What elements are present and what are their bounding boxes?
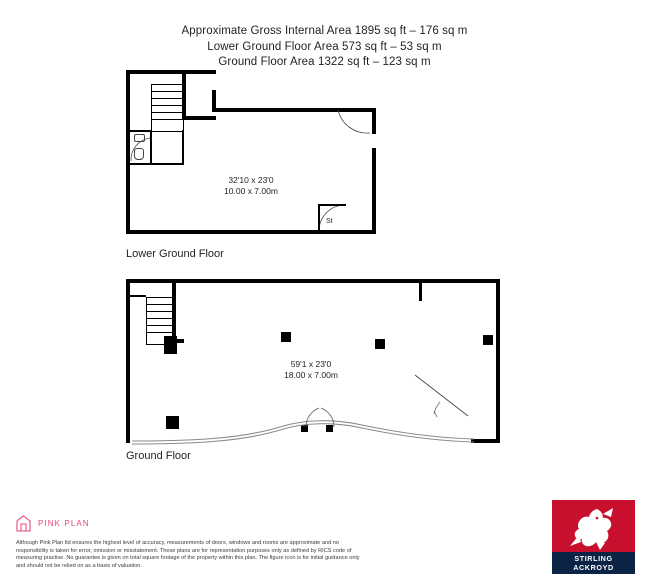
gf-wall-right bbox=[496, 279, 500, 443]
lgf-stair-tread-2 bbox=[151, 98, 182, 99]
gf-stair-tread-1 bbox=[146, 304, 173, 305]
pink-plan-label: PINK PLAN bbox=[38, 519, 90, 528]
lgf-store-label: St bbox=[326, 218, 333, 225]
ground-floor-caption: Ground Floor bbox=[126, 450, 191, 462]
gf-pillar-3 bbox=[375, 339, 385, 349]
agency-name-line2: ACKROYD bbox=[573, 563, 614, 572]
gf-wall-bottom-right bbox=[471, 439, 500, 443]
agency-name-line1: STIRLING bbox=[574, 554, 613, 563]
lgf-stair-tread-4 bbox=[151, 112, 182, 113]
disclaimer-text: Although Pink Plan ltd ensures the highest level of accuracy, measurements of doors, windows and rooms are approximate and no responsibility is taken for error, omission or misstatement. These plans are for representation purposes only as defined by RICS code of measuring practise. No guarantee is given on total square footage of the property within this plan. The figure icon is for initial guidance only and should not be relied on as a basis of valuation. bbox=[16, 540, 360, 569]
lgf-door-arc-right bbox=[338, 108, 372, 134]
gf-entrance-door-arc bbox=[304, 407, 336, 429]
lower-ground-area-line: Lower Ground Floor Area 573 sq ft – 53 sq m bbox=[207, 40, 442, 53]
lower-ground-floor-plan bbox=[126, 70, 376, 234]
gf-stair-tread-2 bbox=[146, 311, 173, 312]
lgf-wall-right bbox=[372, 148, 376, 234]
gf-dim-imperial: 59'1 x 23'0 bbox=[290, 359, 332, 369]
gf-pillar-2 bbox=[281, 332, 291, 342]
lgf-stair-tread-1 bbox=[151, 91, 182, 92]
gf-pillar-4 bbox=[483, 335, 493, 345]
gross-internal-area-line: Approximate Gross Internal Area 1895 sq ft – 176 sq m bbox=[181, 25, 468, 37]
lgf-wall-stair-divider bbox=[182, 116, 216, 120]
lgf-stair-tread-3 bbox=[151, 105, 182, 106]
ground-floor-plan bbox=[126, 279, 500, 443]
lgf-store-partition bbox=[318, 204, 320, 231]
agency-name bbox=[552, 552, 635, 574]
house-icon bbox=[16, 515, 31, 532]
gf-stair-hall-wall bbox=[130, 295, 146, 297]
gf-stair-tread-3 bbox=[146, 318, 173, 319]
gf-dim-metric: 18.00 x 7.00m bbox=[284, 370, 338, 380]
lgf-store-partition-top bbox=[318, 204, 346, 206]
gf-wall-right-partition bbox=[419, 279, 422, 301]
lgf-wc-partition bbox=[130, 130, 151, 132]
ground-floor-area-line: Ground Floor Area 1322 sq ft – 123 sq m bbox=[218, 56, 431, 68]
lgf-corridor-wall-right bbox=[182, 130, 184, 164]
gf-stair-tread-4 bbox=[146, 325, 173, 326]
griffin-icon bbox=[567, 505, 621, 556]
lgf-wall-upper-vertical bbox=[212, 90, 216, 112]
lgf-corridor-wall bbox=[130, 163, 184, 165]
area-summary bbox=[0, 24, 649, 71]
lgf-wall-top-left bbox=[126, 70, 216, 74]
gf-wall-top bbox=[126, 279, 500, 283]
lgf-door-arc-left bbox=[130, 136, 152, 162]
lgf-dim-metric: 10.00 x 7.00m bbox=[224, 186, 278, 196]
stirling-ackroyd-badge bbox=[552, 500, 635, 574]
gf-pillar-1 bbox=[164, 336, 177, 354]
lgf-room-label bbox=[181, 175, 321, 197]
gf-room-label bbox=[241, 359, 381, 381]
lgf-dim-imperial: 32'10 x 23'0 bbox=[228, 175, 274, 185]
lower-ground-floor-caption: Lower Ground Floor bbox=[126, 248, 224, 260]
gf-right-door-swing bbox=[414, 374, 472, 422]
pink-plan-logo bbox=[16, 515, 90, 532]
gf-stair-tread-5 bbox=[146, 332, 173, 333]
lgf-stair-tread-5 bbox=[151, 119, 182, 120]
lgf-wall-left-lower bbox=[126, 165, 130, 234]
